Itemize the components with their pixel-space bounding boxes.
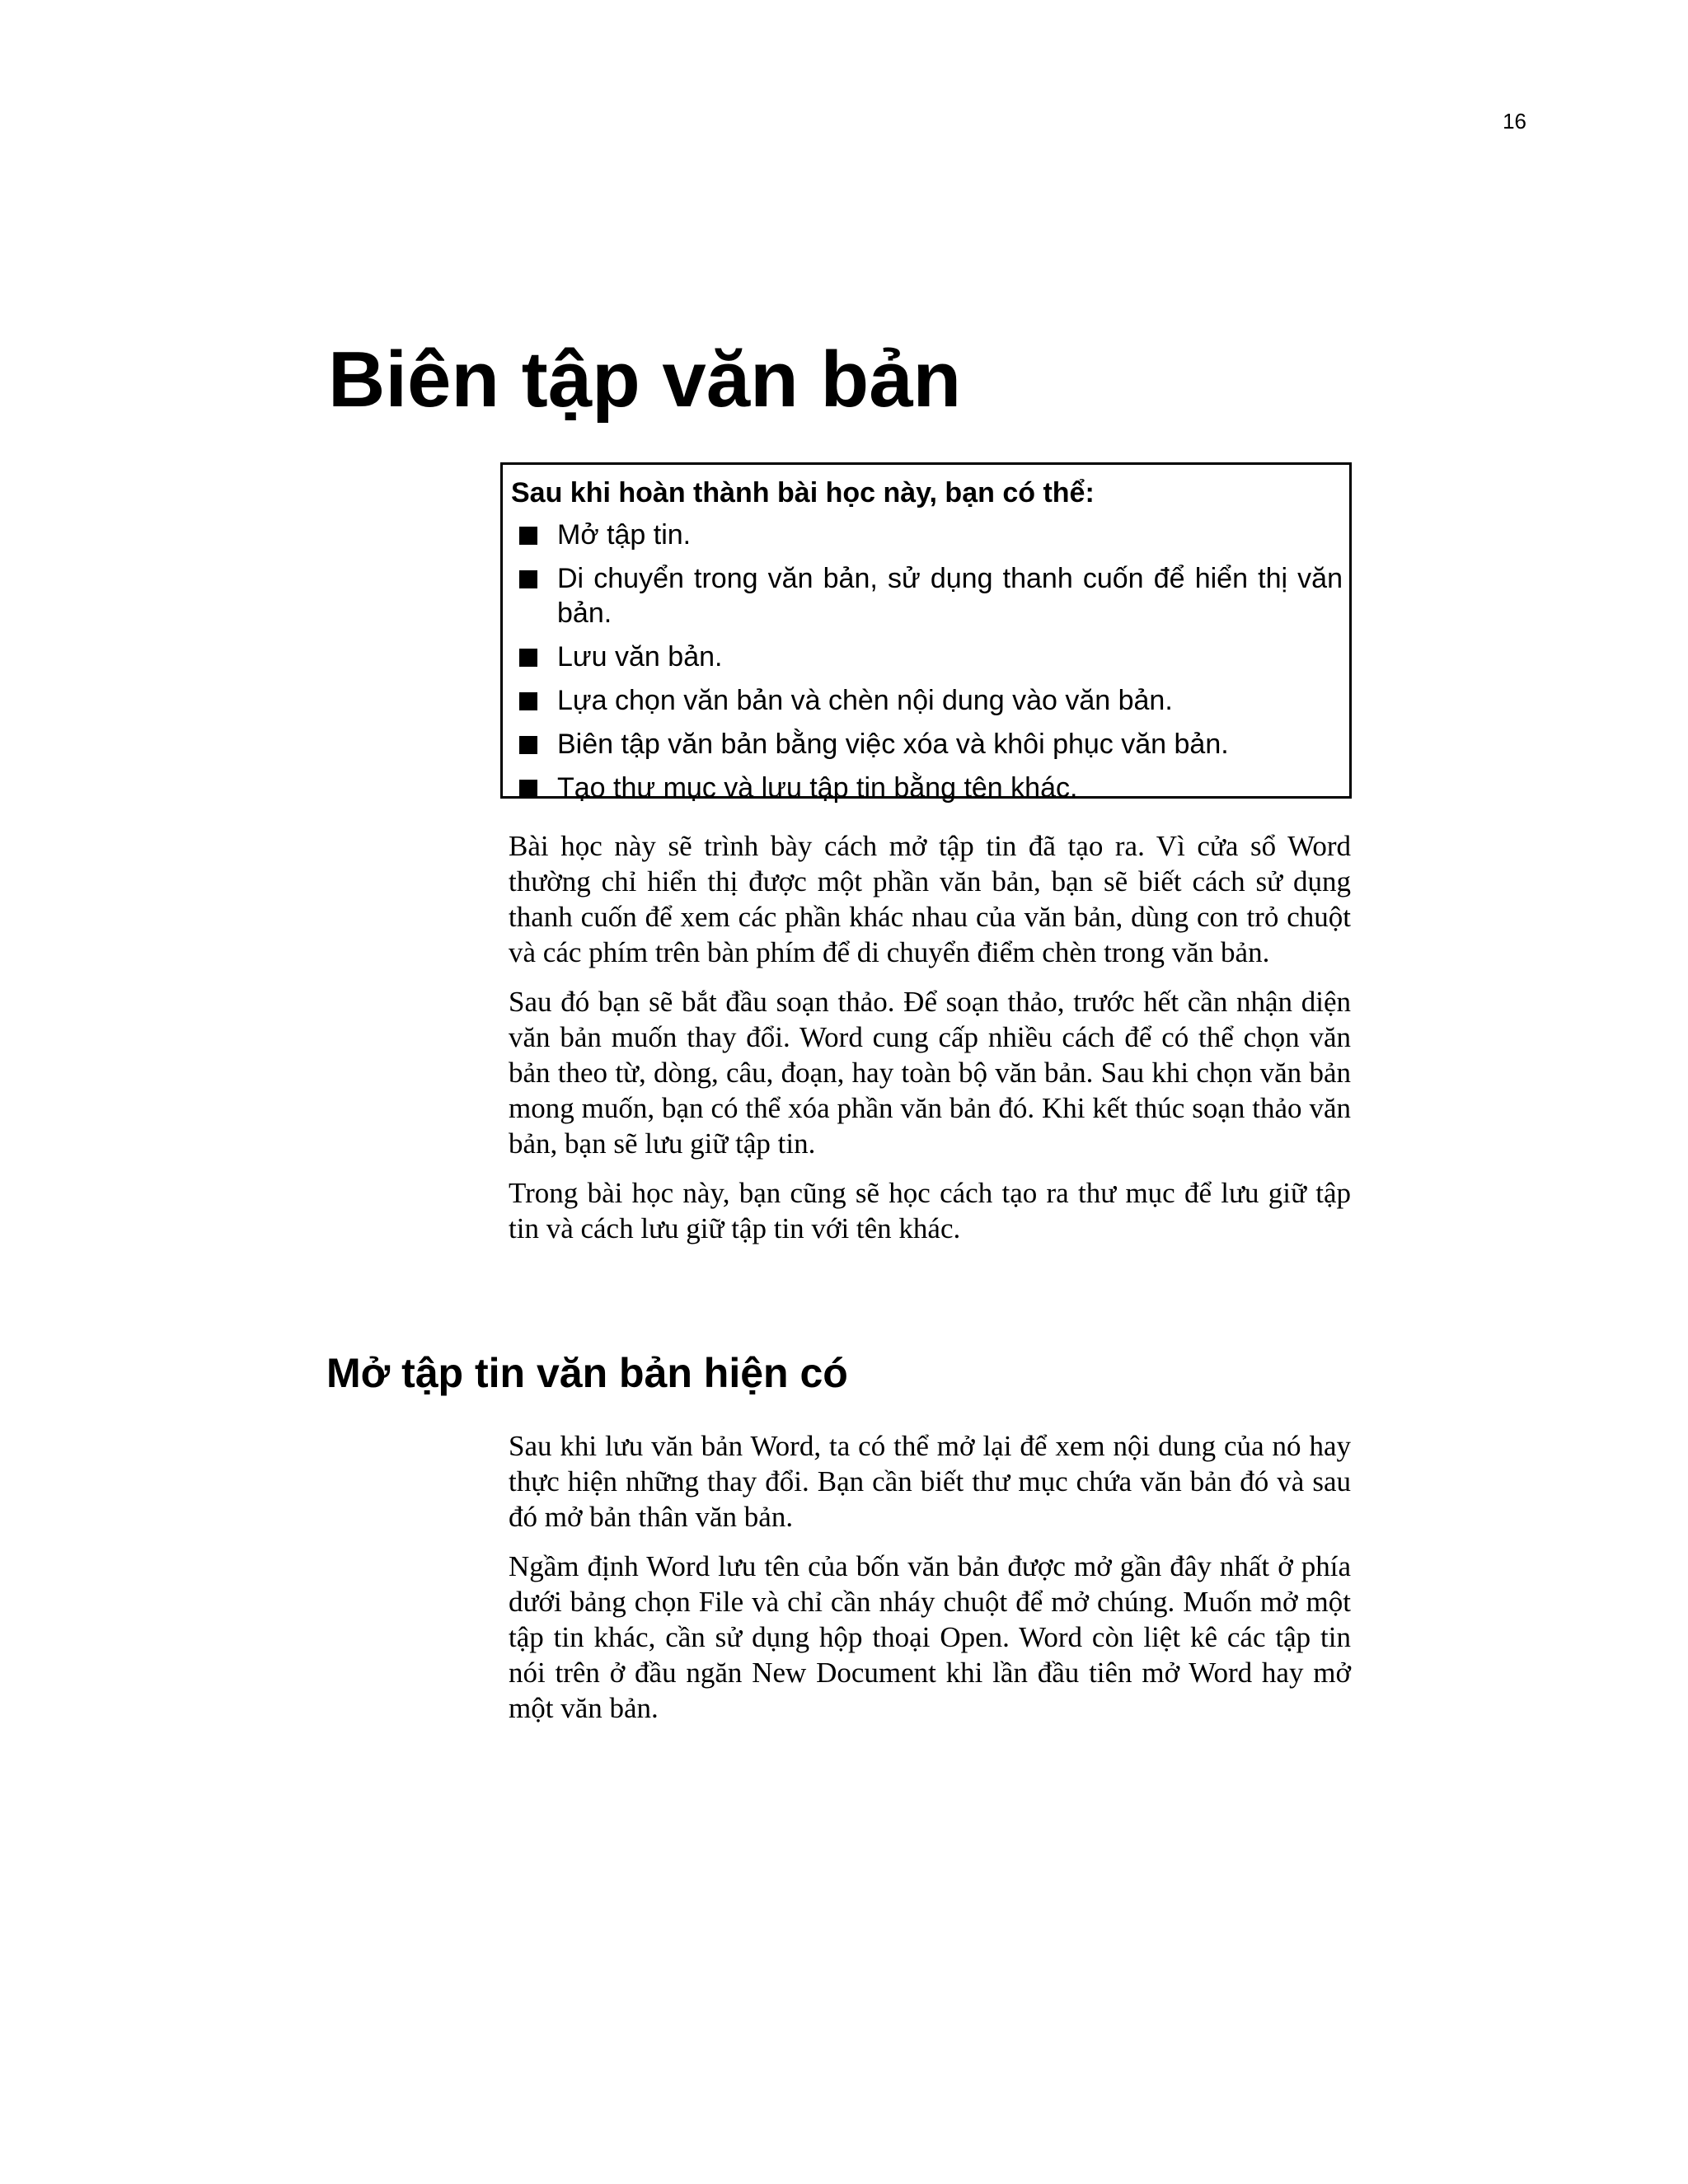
objective-item xyxy=(511,640,1343,674)
intro-paragraph: Bài học này sẽ trình bày cách mở tập tin đã tạo ra. Vì cửa sổ Word thường chỉ hiển thị được một phần văn bản, bạn sẽ biết cách sử dụng thanh cuốn để xem các phần khác nhau của văn bản, dùng con trỏ chuột và các phím trên bàn phím để di chuyển điểm chèn trong văn bản. xyxy=(509,830,1351,968)
objective-item xyxy=(511,518,1343,552)
section-paragraph: Sau khi lưu văn bản Word, ta có thể mở lại để xem nội dung của nó hay thực hiện những thay đổi. Bạn cần biết thư mục chứa văn bản đó và sau đó mở bản thân văn bản. xyxy=(509,1430,1351,1533)
section-text xyxy=(509,1428,1351,1740)
objectives-list xyxy=(511,518,1343,805)
objective-text: Di chuyển trong văn bản, sử dụng thanh cuốn để hiển thị văn bản. xyxy=(557,563,1343,629)
section-paragraph: Ngầm định Word lưu tên của bốn văn bản được mở gần đây nhất ở phía dưới bảng chọn File và chỉ cần nháy chuột để mở chúng. Muốn mở một tập tin khác, cần sử dụng hộp thoại Open. Word còn liệt kê các tập tin nói trên ở đầu ngăn New Document khi lần đầu tiên mở Word hay mở một văn bản. xyxy=(509,1550,1351,1724)
objective-item xyxy=(511,683,1343,718)
square-bullet-icon xyxy=(519,649,537,667)
intro-paragraph: Trong bài học này, bạn cũng sẽ học cách tạo ra thư mục để lưu giữ tập tin và cách lưu giữ tập tin với tên khác. xyxy=(509,1177,1351,1244)
section-title: Mở tập tin văn bản hiện có xyxy=(326,1350,848,1396)
objectives-heading: Sau khi hoàn thành bài học này, bạn có thể: xyxy=(511,477,1095,509)
objective-text: Lưu văn bản. xyxy=(557,641,723,673)
objective-text: Mở tập tin. xyxy=(557,519,692,551)
intro-text xyxy=(509,828,1351,1260)
square-bullet-icon xyxy=(519,692,537,710)
square-bullet-icon xyxy=(519,527,537,545)
objective-text: Biên tập văn bản bằng việc xóa và khôi phục văn bản. xyxy=(557,729,1229,760)
objective-item xyxy=(511,771,1343,805)
square-bullet-icon xyxy=(519,780,537,798)
objective-text: Lựa chọn văn bản và chèn nội dung vào văn bản. xyxy=(557,685,1173,716)
objective-item xyxy=(511,727,1343,762)
square-bullet-icon xyxy=(519,736,537,754)
objective-item xyxy=(511,561,1343,630)
intro-paragraph: Sau đó bạn sẽ bắt đầu soạn thảo. Để soạn thảo, trước hết cần nhận diện văn bản muốn thay đổi. Word cung cấp nhiều cách để có thể chọn văn bản theo từ, dòng, câu, đoạn, hay toàn bộ văn bản. Sau khi chọn văn bản mong muốn, bạn có thể xóa phần văn bản đó. Khi kết thúc soạn thảo văn bản, bạn sẽ lưu giữ tập tin. xyxy=(509,986,1351,1160)
square-bullet-icon xyxy=(519,570,537,588)
page-number: 16 xyxy=(1503,109,1526,134)
objective-text: Tạo thư mục và lưu tập tin bằng tên khác. xyxy=(557,772,1078,804)
chapter-title: Biên tập văn bản xyxy=(328,335,962,424)
objectives-box xyxy=(500,462,1352,804)
